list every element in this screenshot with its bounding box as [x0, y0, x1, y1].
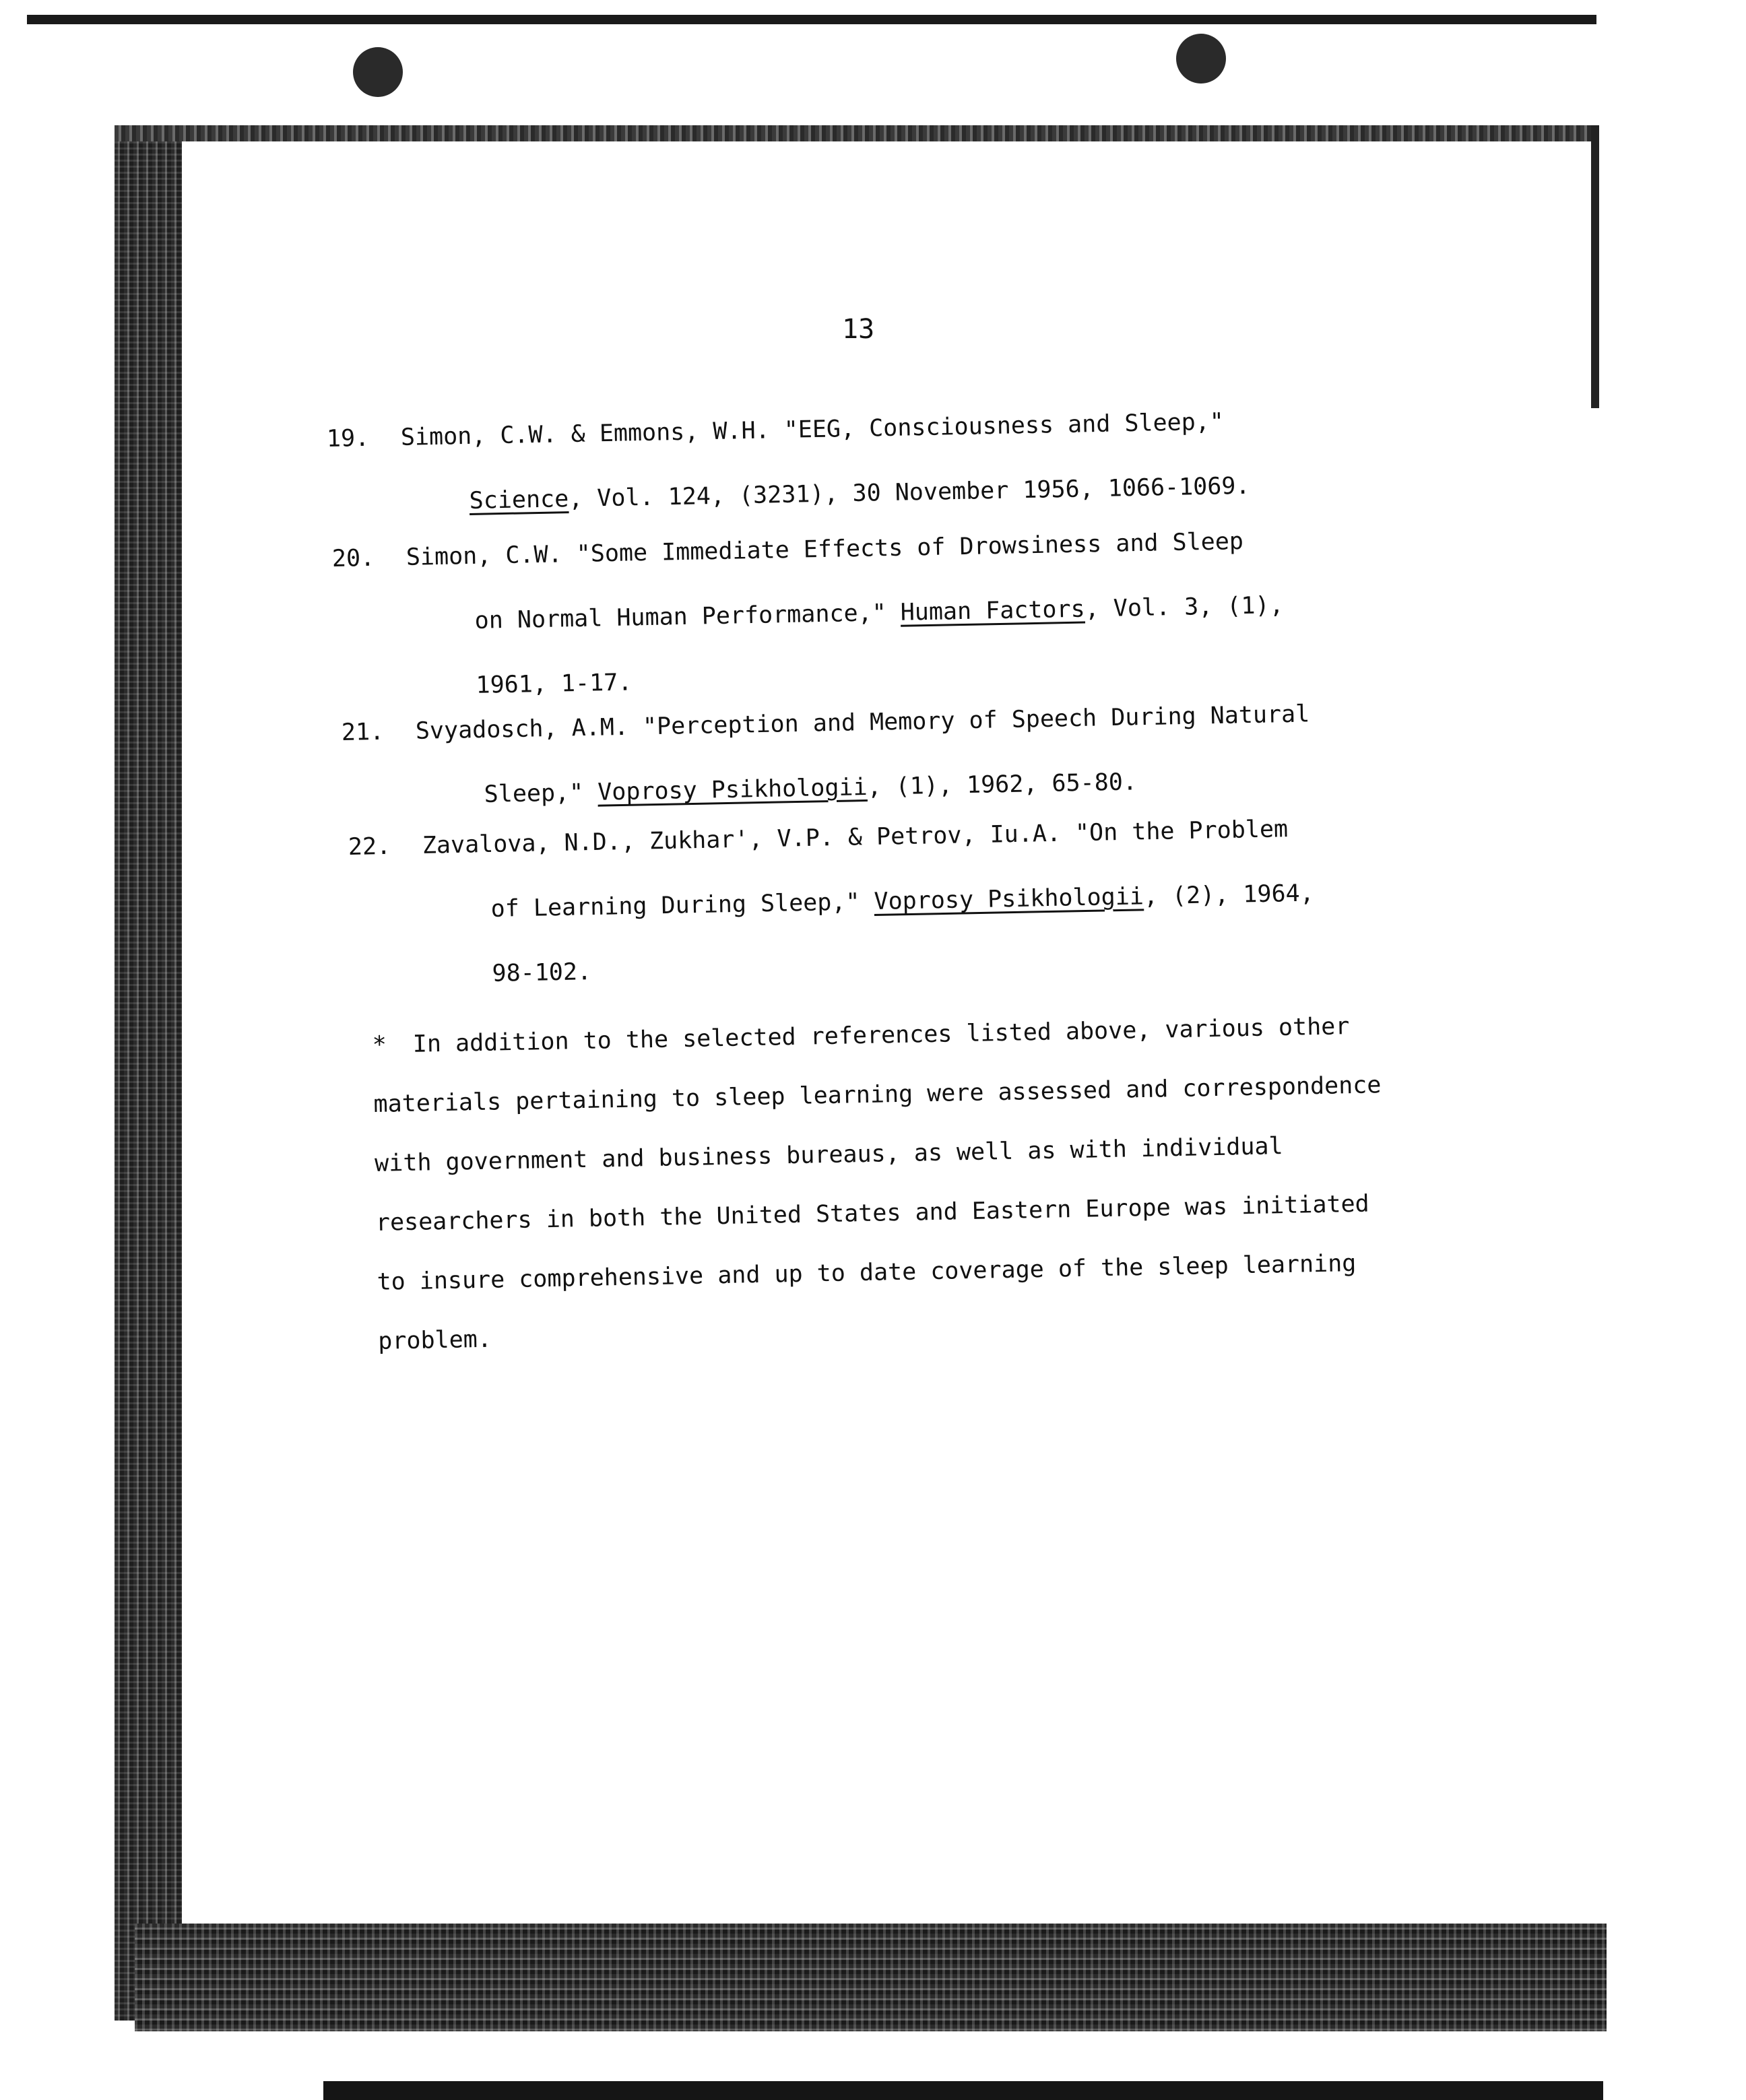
reference-text: , (1), 1962, 65-80. [867, 768, 1138, 801]
asterisk-mark: * [372, 1031, 387, 1059]
reference-text: on Normal Human Performance," [474, 599, 901, 634]
reference-22 [348, 794, 1429, 1009]
reference-number: 21. [341, 718, 385, 746]
reference-text: 1961, 1-17. [476, 669, 633, 699]
footnote-line: with government and business bureaus, as well as with individual [374, 1133, 1283, 1177]
scan-bottom-rule [323, 2081, 1603, 2100]
footnote-line: to insure comprehensive and up to date coverage of the sleep learning [377, 1250, 1357, 1296]
scan-frame-right [1591, 125, 1599, 408]
punch-hole-left [353, 47, 403, 97]
scan-frame-left [115, 141, 182, 2021]
reference-text: of Learning During Sleep," [490, 888, 874, 923]
footnote-text: In addition to the selected references listed above, various other [412, 1013, 1350, 1058]
reference-number: 20. [331, 544, 375, 572]
scan-frame-bottom [135, 1924, 1607, 2031]
reference-text: , Vol. 3, (1), [1085, 591, 1284, 623]
footnote-line: researchers in both the United States and Eastern Europe was initiated [375, 1190, 1370, 1237]
footnote-line: problem. [377, 1325, 492, 1355]
page-number: 13 [842, 314, 875, 345]
journal-title: Voprosy Psikhologii [597, 774, 868, 806]
journal-title: Voprosy Psikhologii [874, 883, 1144, 916]
reference-text: , (2), 1964, [1143, 880, 1315, 911]
reference-text: Zavalova, N.D., Zukhar', V.P. & Petrov, Iu.A. "On the Problem [422, 816, 1289, 859]
reference-text: , Vol. 124, (3231), 30 November 1956, 1066-1069. [568, 472, 1250, 513]
reference-number: 19. [326, 424, 370, 453]
punch-hole-right [1176, 34, 1226, 84]
journal-title: Science [469, 486, 569, 515]
footnote-line: materials pertaining to sleep learning were assessed and correspondence [373, 1072, 1382, 1118]
footnote-paragraph [372, 995, 1429, 1371]
scan-frame-top [115, 125, 1596, 141]
journal-title: Human Factors [900, 595, 1086, 626]
reference-text: Sleep," [484, 779, 598, 808]
reference-text: Simon, C.W. "Some Immediate Effects of Drowsiness and Sleep [406, 528, 1244, 571]
reference-number: 22. [348, 832, 391, 861]
scan-top-rule [27, 15, 1596, 24]
reference-text: Svyadosch, A.M. "Perception and Memory of Speech During Natural [415, 700, 1310, 745]
reference-text: Simon, C.W. & Emmons, W.H. "EEG, Consciousness and Sleep," [400, 408, 1225, 451]
reference-text: 98-102. [492, 958, 592, 987]
